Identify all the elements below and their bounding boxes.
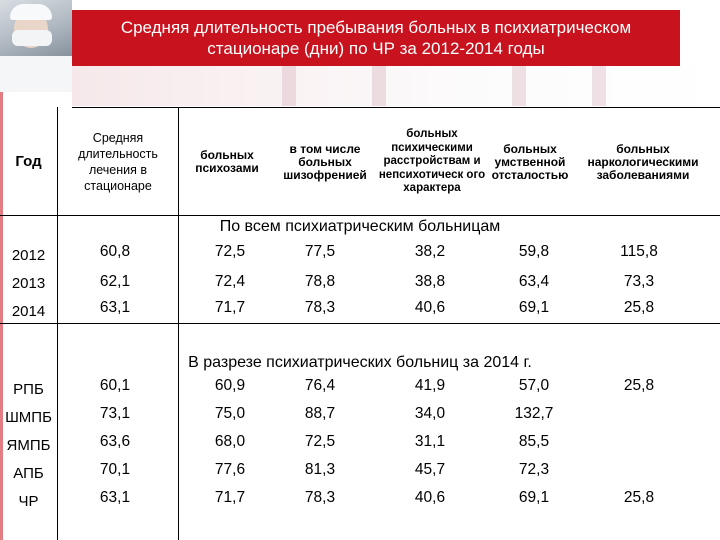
header-photo (0, 0, 72, 92)
table-cell: 63,1 (99, 299, 131, 316)
table-cell: 81,3 (304, 461, 336, 478)
table-cell: 115,8 (620, 243, 658, 260)
table-cell (604, 430, 674, 454)
table-cell: 78,3 (304, 489, 336, 506)
row-label: РПБ (13, 380, 44, 398)
table-cell: 63,6 (99, 433, 131, 450)
table-cell: 41,9 (414, 377, 446, 394)
column-header-narcological: больных наркологическими заболеваниями (587, 141, 699, 182)
table-cell: 63,1 (99, 489, 131, 506)
table-cell: 40,6 (414, 489, 446, 506)
table-cell: 132,7 (514, 405, 554, 422)
table-cell: 71,7 (214, 489, 246, 506)
table-cell: 72,5 (214, 243, 246, 260)
table-cell: 38,8 (414, 273, 446, 290)
table-cell: 73,1 (99, 405, 131, 422)
table-cell: 71,7 (214, 299, 246, 316)
table-cell: 85,5 (518, 433, 550, 450)
table-cell: 72,3 (518, 461, 550, 478)
table-cell: 68,0 (214, 433, 246, 450)
table-cell: 73,3 (623, 273, 655, 290)
column-header-schizophrenia: в том числе больных шизофренией (283, 141, 367, 182)
table-cell: 25,8 (623, 299, 655, 316)
table-cell: 69,1 (518, 489, 550, 506)
table-cell: 59,8 (518, 243, 550, 260)
section-title-by-hospital: В разрезе психиатрических больниц за 2014 г. (188, 354, 532, 371)
slide-title-text: Средняя длительность пребывания больных в психиатрическом стационаре (дни) по ЧР за 2012-2014 годы (120, 18, 632, 58)
table-cell: 78,8 (304, 273, 336, 290)
row-label: АПБ (13, 464, 44, 482)
row-label: 2012 (11, 246, 46, 264)
table-cell: 69,1 (518, 299, 550, 316)
table-cell: 88,7 (304, 405, 336, 422)
table-cell: 62,1 (99, 273, 131, 290)
table-cell: 60,1 (99, 377, 131, 394)
table-cell: 77,5 (304, 243, 336, 260)
row-label: ШМПБ (5, 408, 52, 426)
column-header-year: Год (15, 152, 42, 170)
row-label: ЯМПБ (6, 436, 51, 454)
column-header-avg-duration: Средняя длительность лечения в стационаре (78, 131, 158, 193)
table-cell: 38,2 (414, 243, 446, 260)
table-cell: 60,9 (214, 377, 246, 394)
row-label: 2013 (11, 274, 46, 292)
table-cell: 75,0 (214, 405, 246, 422)
table-cell: 78,3 (304, 299, 336, 316)
table-cell: 57,0 (518, 377, 550, 394)
table-cell: 45,7 (414, 461, 446, 478)
table-cell: 25,8 (623, 377, 655, 394)
row-label: ЧР (18, 492, 39, 510)
table-cell: 70,1 (99, 461, 131, 478)
column-header-psychoses: больных психозами (195, 148, 259, 175)
table-cell: 34,0 (414, 405, 446, 422)
table-cell (604, 402, 674, 426)
table-cell: 72,5 (304, 433, 336, 450)
row-label: 2014 (11, 302, 46, 320)
table-cell: 72,4 (214, 273, 246, 290)
table-cell: 60,8 (99, 243, 131, 260)
table-cell: 40,6 (414, 299, 446, 316)
table-cell: 31,1 (414, 433, 446, 450)
slide-title (72, 10, 680, 66)
column-header-nonpsychotic: больных психическими расстройствам и непсихотическ ого характера (378, 128, 486, 195)
table-cell: 76,4 (304, 377, 336, 394)
table-cell: 77,6 (214, 461, 246, 478)
section-title-all-hospitals: По всем психиатрическим больницам (219, 218, 501, 235)
table-cell (604, 458, 674, 482)
header-decoration (72, 66, 720, 106)
table-cell: 63,4 (518, 273, 550, 290)
column-header-mental-retardation: больных умственной отсталостью (491, 141, 569, 182)
table-cell: 25,8 (623, 489, 655, 506)
